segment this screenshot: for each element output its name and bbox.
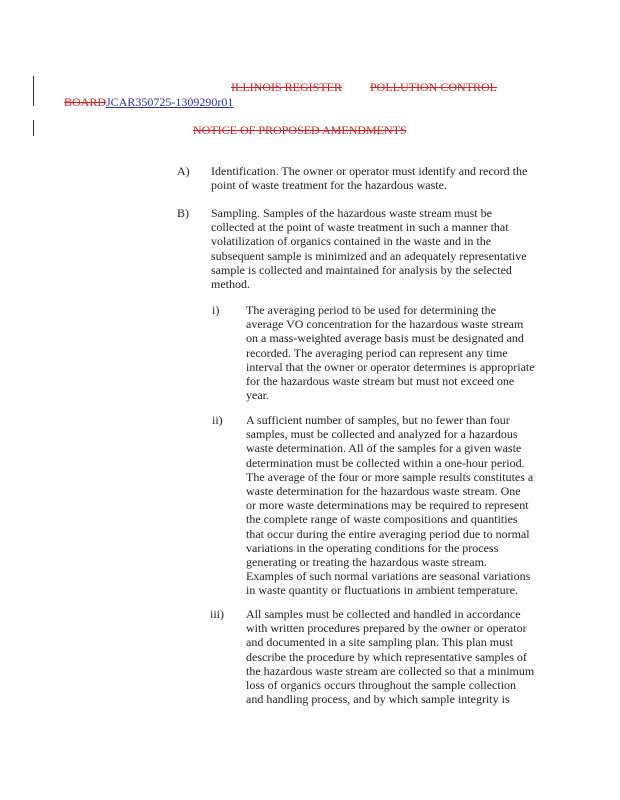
text-line: Examples of such normal variations are seasonal variations <box>246 569 531 584</box>
text-line: The averaging period to be used for determining the <box>246 303 496 317</box>
text-line: collected at the point of waste treatment in such a manner that <box>211 220 509 235</box>
text-line: average VO concentration for the hazardous waste stream <box>246 317 524 332</box>
text-line: A sufficient number of samples, but no fewer than four <box>246 413 510 427</box>
section-a-label: A) <box>177 164 190 178</box>
text-line: determination must be collected within a one-hour period. <box>246 455 525 470</box>
text-line: describe the procedure by which representative samples of <box>246 649 527 664</box>
text-line: and documented in a site sampling plan. This plan must <box>246 635 514 650</box>
subsection-i-text <box>246 303 566 402</box>
text-line: Identification. The owner or operator must identify and record the <box>211 164 528 178</box>
change-bar-top <box>33 76 34 106</box>
register-heading: ILLINOIS REGISTER <box>231 80 342 94</box>
section-b-text <box>211 206 551 291</box>
section-a-text <box>211 164 551 192</box>
text-line: interval that the owner or operator determines is appropriate <box>246 359 535 374</box>
text-line: or more waste determinations may be required to represent <box>246 498 529 513</box>
text-line: point of waste treatment for the hazardous waste. <box>211 178 447 193</box>
text-line: for the hazardous waste stream but must not exceed one <box>246 374 515 389</box>
text-line: generating or treating the hazardous waste stream. <box>246 555 487 570</box>
text-line: waste determination. All of the samples for a given waste <box>246 441 522 456</box>
board-line <box>64 95 233 109</box>
text-line: sample is collected and maintained for analysis by the selected <box>211 262 512 277</box>
text-line: loss of organics occurs throughout the sample collection <box>246 678 517 693</box>
text-line: method. <box>211 277 250 292</box>
text-line: the hazardous waste stream are collected so that a minimum <box>246 663 535 678</box>
subsection-ii-text <box>246 413 566 598</box>
text-line: year. <box>246 388 269 403</box>
text-line: subsequent sample is minimized and an adequately representative <box>211 248 527 263</box>
text-line: volatilization of organics contained in the waste and in the <box>211 234 492 249</box>
text-line: Sampling. Samples of the hazardous waste stream must be <box>211 206 492 220</box>
text-line: waste determination for the hazardous waste stream. One <box>246 484 521 499</box>
text-line: samples, must be collected and analyzed for a hazardous <box>246 427 518 442</box>
subsection-i-label: i) <box>212 303 220 317</box>
board-deleted-text: BOARD <box>64 95 107 109</box>
subsection-iii-label: iii) <box>210 607 224 621</box>
text-line: that occur during the entire averaging period due to normal <box>246 526 530 541</box>
text-line: in waste quantity or fluctuations in ambient temperature. <box>246 583 518 598</box>
notice-heading: NOTICE OF PROPOSED AMENDMENTS <box>193 123 407 137</box>
change-bar-notice <box>33 120 34 136</box>
document-id: JCAR350725-1309290r01 <box>106 95 234 109</box>
agency-heading: POLLUTION CONTROL <box>370 80 497 94</box>
text-line: recorded. The averaging period can represent any time <box>246 345 508 360</box>
text-line: and handling process, and by which sample integrity is <box>246 692 510 707</box>
subsection-iii-text <box>246 607 566 706</box>
text-line: the complete range of waste compositions and quantities <box>246 512 518 527</box>
text-line: All samples must be collected and handled in accordance <box>246 607 521 621</box>
text-line: The average of the four or more sample results constitutes a <box>246 469 534 484</box>
section-b-label: B) <box>177 206 189 220</box>
text-line: variations in the operating conditions for the process <box>246 540 499 555</box>
text-line: with written procedures prepared by the owner or operator <box>246 621 527 636</box>
subsection-ii-label: ii) <box>212 413 223 427</box>
text-line: on a mass-weighted average basis must be designated and <box>246 331 524 346</box>
